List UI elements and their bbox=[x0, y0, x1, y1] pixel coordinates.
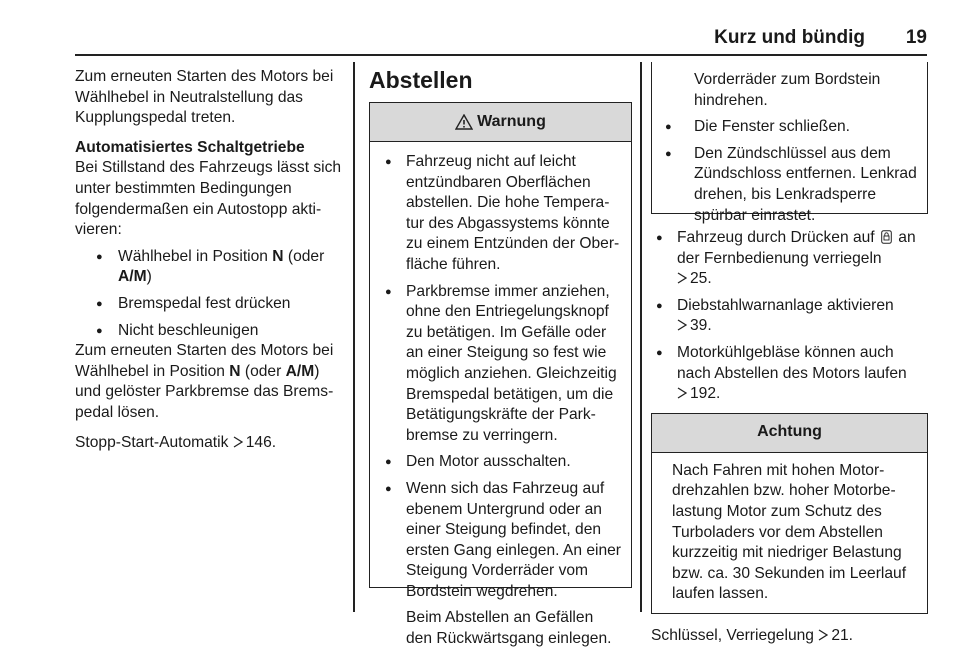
list-item: ● Die Fenster schließen. bbox=[660, 117, 919, 138]
paragraph-autostop-intro: Bei Stillstand des Fahrzeugs lässt sich unter bestimmten Bedingungen folgendermaßen ein Autostopp aktivieren: bbox=[75, 159, 342, 239]
warning-label: Warnung bbox=[477, 112, 546, 130]
warning-box-header bbox=[370, 103, 631, 142]
caution-box-body bbox=[652, 453, 927, 613]
subheading-automated-gearbox: Automatisiertes Schaltgetriebe bbox=[75, 138, 305, 156]
list-item: ● Motorkühlgebläse können auch nach Abstellen des Motors laufen 192. bbox=[651, 343, 928, 405]
page-reference-icon bbox=[233, 436, 243, 448]
cross-reference[interactable]: 192. bbox=[690, 385, 721, 403]
parking-steps-list bbox=[651, 228, 928, 405]
warning-box-body bbox=[370, 142, 631, 650]
warning-continued-text: Vorderräder zum Bordstein hindrehen. bbox=[694, 71, 881, 109]
header-rule bbox=[75, 54, 927, 56]
warning-continued-list bbox=[660, 117, 919, 226]
section-title-abstellen: Abstellen bbox=[369, 67, 473, 93]
warning-triangle-icon bbox=[455, 114, 473, 130]
page-header bbox=[75, 26, 927, 52]
lock-button-icon bbox=[881, 230, 892, 244]
cross-reference[interactable]: 25. bbox=[690, 270, 712, 288]
page-reference-icon bbox=[677, 387, 687, 399]
list-item: ● Wenn sich das Fahrzeug auf ebenem Untergrund oder an einer Steigung befindet, den ersten Gang einlegen. An einer Steigung Vorderräder vom Bordstein wegdrehen. bbox=[380, 479, 621, 603]
cross-reference[interactable]: Stopp-Start-Automatik 146. bbox=[75, 433, 277, 451]
paragraph-restart-neutral: Zum erneuten Starten des Motors bei Wählhebel in Neutralstellung das Kupplungspedal treten. bbox=[75, 68, 334, 127]
column-divider-2 bbox=[640, 62, 642, 612]
cross-reference[interactable]: 39. bbox=[690, 317, 712, 335]
list-item: ● Den Zündschlüssel aus dem Zündschloss entfernen. Lenkrad drehen, bis Lenkradsperre spürbar einrastet. bbox=[660, 144, 919, 226]
list-item: ● Parkbremse immer anziehen, ohne den Entriegelungsknopf zu betätigen. Im Gefälle oder an einer Steigung so fest wie möglich anziehen. Gleichzeitig Bremspedal betätigen, um die Betätigungskräfte der Parkbremse zu verringern. bbox=[380, 282, 621, 447]
caution-box bbox=[651, 413, 928, 614]
caution-label: Achtung bbox=[757, 423, 822, 441]
column-1 bbox=[75, 67, 343, 462]
list-item: ● Fahrzeug durch Drücken auf an der Fernbedienung verriegeln 25. bbox=[651, 228, 928, 290]
caution-text: Nach Fahren mit hohen Motordrehzahlen bzw. hoher Motorbelastung Motor zum Schutz des Turboladers vor dem Abstellen kurzzeitig mit niedriger Belastung bzw. ca. 30 Sekunden im Leerlauf laufen lassen. bbox=[672, 461, 907, 603]
list-item: ● Bremspedal fest drücken bbox=[75, 294, 343, 315]
chapter-title: Kurz und bündig bbox=[714, 27, 865, 48]
warning-box-continued bbox=[651, 62, 928, 224]
list-item: ● Diebstahlwarnanlage aktivieren 39. bbox=[651, 296, 928, 337]
list-item: ● Nicht beschleunigen bbox=[75, 321, 343, 342]
cross-reference[interactable]: Schlüssel, Verriegelung 21. bbox=[651, 626, 853, 644]
page-reference-icon bbox=[818, 629, 828, 641]
warning-continuation: Beim Abstellen an Gefällen den Rückwärtsgang einlegen. bbox=[406, 609, 612, 648]
warning-box bbox=[369, 102, 632, 648]
list-item: ● Den Motor ausschalten. bbox=[380, 452, 621, 473]
column-2 bbox=[369, 62, 632, 648]
column-3 bbox=[651, 62, 928, 656]
list-item: ● Wählhebel in Position N (oder A/M) bbox=[75, 247, 343, 288]
page-reference-icon bbox=[677, 319, 687, 331]
autostop-steps-list bbox=[75, 247, 343, 341]
column-divider-1 bbox=[353, 62, 355, 612]
list-item: ● Fahrzeug nicht auf leicht entzündbaren Oberflächen abstellen. Die hohe Temperatur des Abgassystems könnte zu einem Entzünden der Oberfläche führen. bbox=[380, 152, 621, 276]
page-number: 19 bbox=[905, 27, 927, 48]
warning-list bbox=[380, 152, 621, 602]
caution-box-header bbox=[652, 414, 927, 453]
paragraph-restart-position: Zum erneuten Starten des Motors bei Wählhebel in Position N (oder A/M) und gelöster Parkbremse das Bremspedal lösen. bbox=[75, 342, 334, 421]
page-reference-icon bbox=[677, 272, 687, 284]
